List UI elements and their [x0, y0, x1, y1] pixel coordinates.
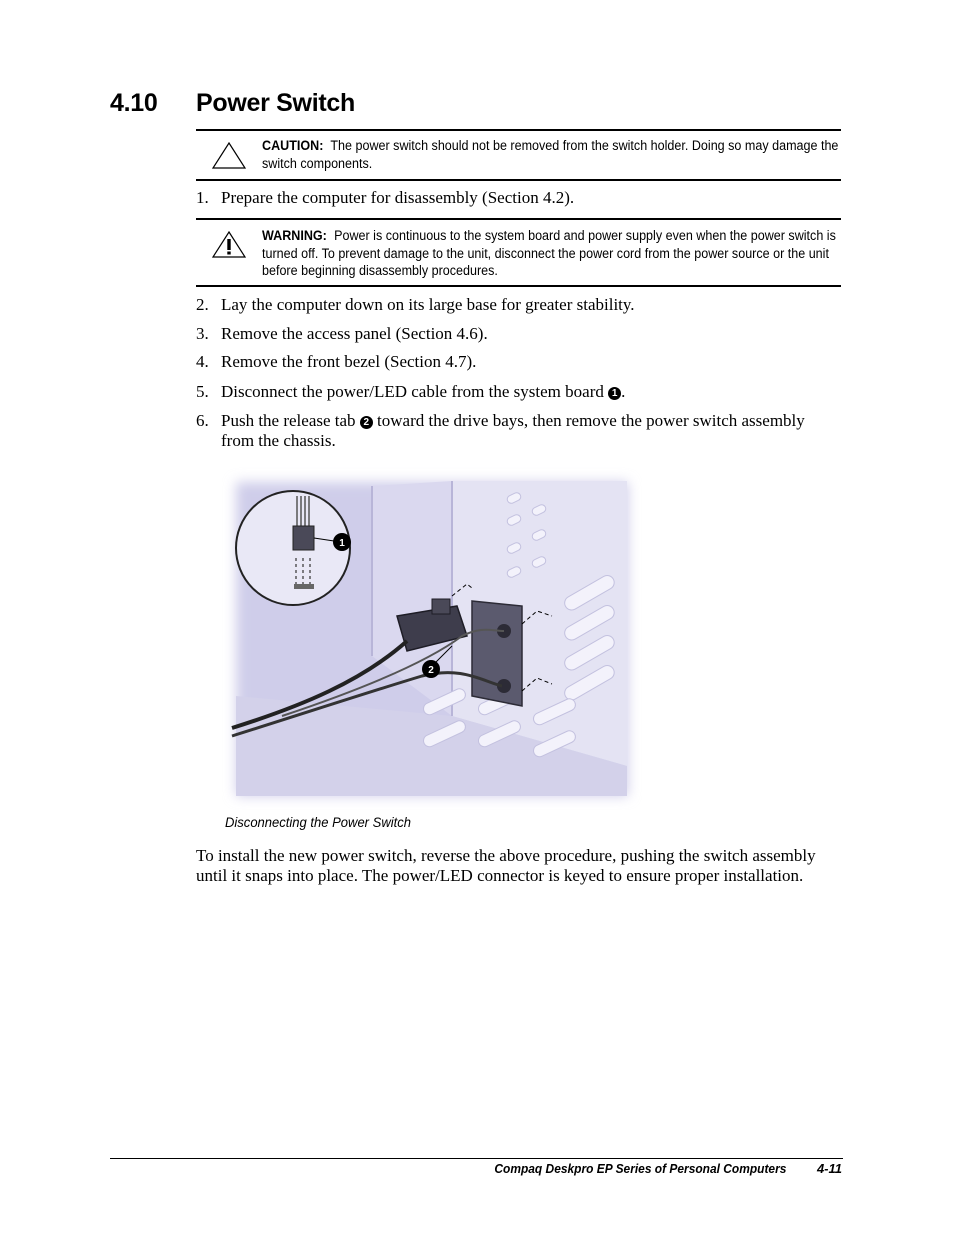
caution-notice: [196, 129, 841, 181]
step-number: 2.: [196, 295, 209, 314]
step-text: Lay the computer down on its large base for greater stability.: [221, 295, 635, 314]
page-number: 4-11: [816, 1161, 842, 1176]
step-number: 4.: [196, 352, 209, 371]
callout-1-icon: 1: [608, 387, 621, 400]
closing-paragraph: To install the new power switch, reverse the above procedure, pushing the switch assembly until it snaps into place. The power/LED connector is keyed to ensure proper installation.: [196, 846, 816, 885]
step-text: Remove the front bezel (Section 4.7).: [221, 352, 477, 371]
figure-callout-2: 2: [428, 665, 434, 676]
caution-triangle-icon: [211, 141, 247, 176]
step-number: 6.: [196, 411, 209, 430]
figure-caption: Disconnecting the Power Switch: [225, 814, 411, 830]
warning-text: [262, 227, 839, 280]
section-number: 4.10: [110, 89, 158, 117]
figure-callout-1: 1: [339, 538, 345, 549]
step-text-wrap: [221, 411, 831, 451]
footer-title: Compaq Deskpro EP Series of Personal Computers: [494, 1161, 786, 1176]
step-text-wrap: [221, 382, 831, 402]
warning-exclamation-triangle-icon: [211, 230, 247, 265]
step-text-after: toward the drive bays, then remove the power switch assembly from the chassis.: [221, 411, 805, 450]
section-title: Power Switch: [196, 89, 355, 117]
step-number: 5.: [196, 382, 209, 401]
caution-label: CAUTION:: [262, 138, 324, 153]
caution-text: [262, 137, 839, 172]
warning-label: WARNING:: [262, 228, 327, 243]
caution-body: The power switch should not be removed from the switch holder. Doing so may damage the switch components.: [262, 138, 839, 171]
warning-body: Power is continuous to the system board and power supply even when the power switch is turned off. To prevent damage to the unit, disconnect the power cord from the power source or the unit before beginning disassembly procedures.: [262, 228, 836, 278]
section-heading: [110, 89, 355, 118]
step-number: 1.: [196, 188, 209, 207]
step-number: 3.: [196, 324, 209, 343]
step-text: Remove the access panel (Section 4.6).: [221, 324, 488, 343]
power-switch-illustration: [222, 466, 642, 810]
callout-2-icon: 2: [360, 416, 373, 429]
step-text-after: .: [621, 382, 626, 401]
warning-notice: [196, 218, 841, 287]
step-text: Disconnect the power/LED cable from the system board: [221, 382, 604, 401]
footer-divider: [110, 1158, 843, 1159]
step-text: Push the release tab: [221, 411, 356, 430]
step-text: Prepare the computer for disassembly (Section 4.2).: [221, 188, 575, 207]
